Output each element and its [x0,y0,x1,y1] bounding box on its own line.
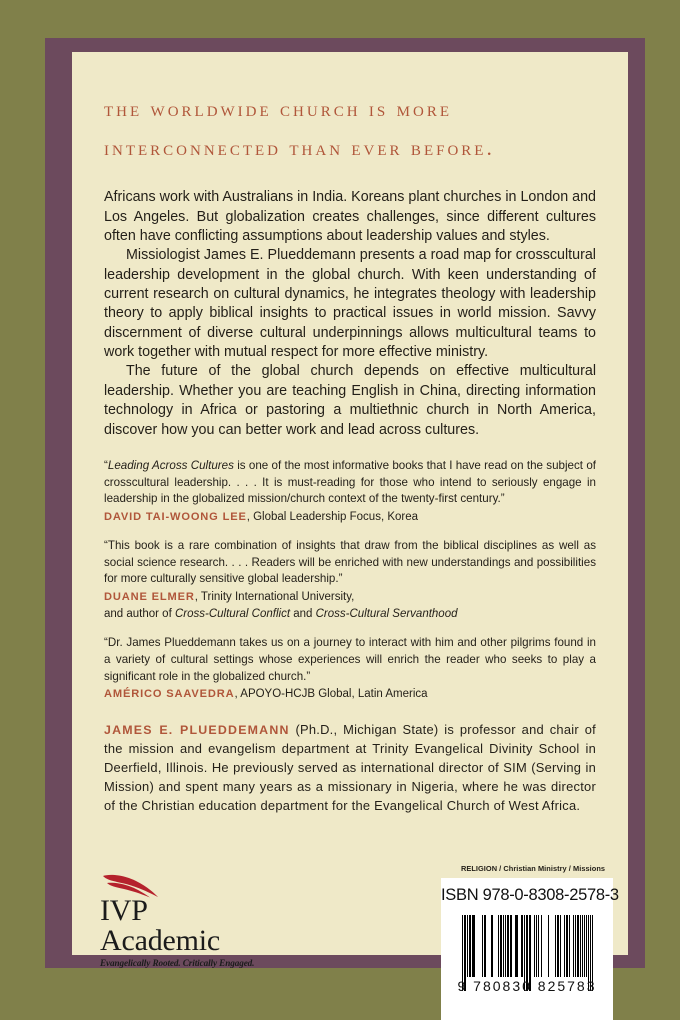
authored-conjunction: and [290,607,316,620]
barcode-digits: 9 780830 825783 [457,978,597,994]
bisac-category: RELIGION / Christian Ministry / Missions [460,864,606,873]
endorser-affiliation: , Trinity International University, [194,591,355,604]
endorsement-item [104,538,596,622]
authored-prefix: and author of [104,607,175,620]
publisher-name: IVP Academic [100,894,220,957]
author-bio [104,721,596,816]
endorsement-quote: “This book is a rare combination of insights that draw from the biblical disciplines as well as social science research. . . . Readers will be enriched with new understandings and possibilities for more culturally sensitive global leadership.” [104,539,596,586]
endorser-name: DAVID TAI-WOONG LEE [104,510,247,523]
description-paragraph-3: The future of the global church depends on effective multicultural leadership. Whether you are teaching English in China, directing information technology in Africa or pastoring a multiethnic church in North America, discover how you can better work and lead across cultures. [104,363,596,438]
endorsement-attribution [104,686,596,703]
page-title: the worldwide church is more interconnected than ever before. [104,97,495,161]
authored-title-2: Cross-Cultural Servanthood [315,607,458,620]
isbn-barcode-block [441,878,619,1020]
cited-book-title: Leading Across Cultures [107,458,234,472]
isbn-number: ISBN 978-0-8308-2578-3 [441,886,619,904]
publisher-logo [100,874,270,968]
cover-content-column [104,90,596,816]
description-paragraph-1: Africans work with Australians in India. Koreans plant churches in London and Los Angeles. But globalization creates challenges, since different cultures often have conflicting assumptions about leadership values and styles. [104,189,596,244]
endorser-name: AMÉRICO SAAVEDRA [104,688,235,701]
barcode-bars [462,915,593,977]
endorsement-quote [104,458,596,508]
author-bio-paragraph [104,721,596,816]
endorser-name: DUANE ELMER [104,591,195,604]
book-description [104,188,596,440]
publisher-tagline: Evangelically Rooted. Critically Engaged. [100,958,255,968]
endorsement-item [104,458,596,525]
endorsement-item [104,635,596,702]
endorser-affiliation: , APOYO-HCJB Global, Latin America [234,688,428,701]
endorsement-quote: “Dr. James Plueddemann takes us on a journey to interact with him and other pilgrims found in a variety of cultural settings whose experiences will enrich the reader who seeks to play a significant role in the globalized church.” [104,636,596,683]
quote-body: is one of the most informative books that I have read on the subject of crosscultural leadership. . . . It is must-reading for those who intend to seriously engage in leadership in the globalized mission/church context of the twenty-first century.” [104,458,596,506]
endorsements-list [104,458,596,703]
endorsement-attribution [104,589,596,606]
authored-title-1: Cross-Cultural Conflict [174,607,291,620]
endorser-affiliation: , Global Leadership Focus, Korea [246,510,419,523]
cover-content-panel [72,52,628,955]
endorser-authored-works [104,606,596,623]
quote-open: “ [104,458,108,472]
author-name: JAMES E. PLUEDDEMANN [104,722,290,737]
endorsement-attribution [104,509,596,526]
author-bio-text: (Ph.D., Michigan State) is professor and chair of the mission and evangelism department at Trinity Evangelical Divinity School in Deerfield, Illinois. He previously served as international director of SIM (Serving in Mission) and spent many years as a missionary in Nigeria, where he was director of the Christian education department for the Evangelical Church of West Africa. [104,721,596,813]
description-paragraph-2: Missiologist James E. Plueddemann presents a road map for crosscultural leadership development in the global church. With keen understanding of current research on cultural dynamics, he integrates theology with leadership theory to apply biblical insights to practical issues in world mission. Savvy discernment of diverse cultural underpinnings allows multicultural teams to work together with mutual respect for more effective ministry. [104,247,596,361]
